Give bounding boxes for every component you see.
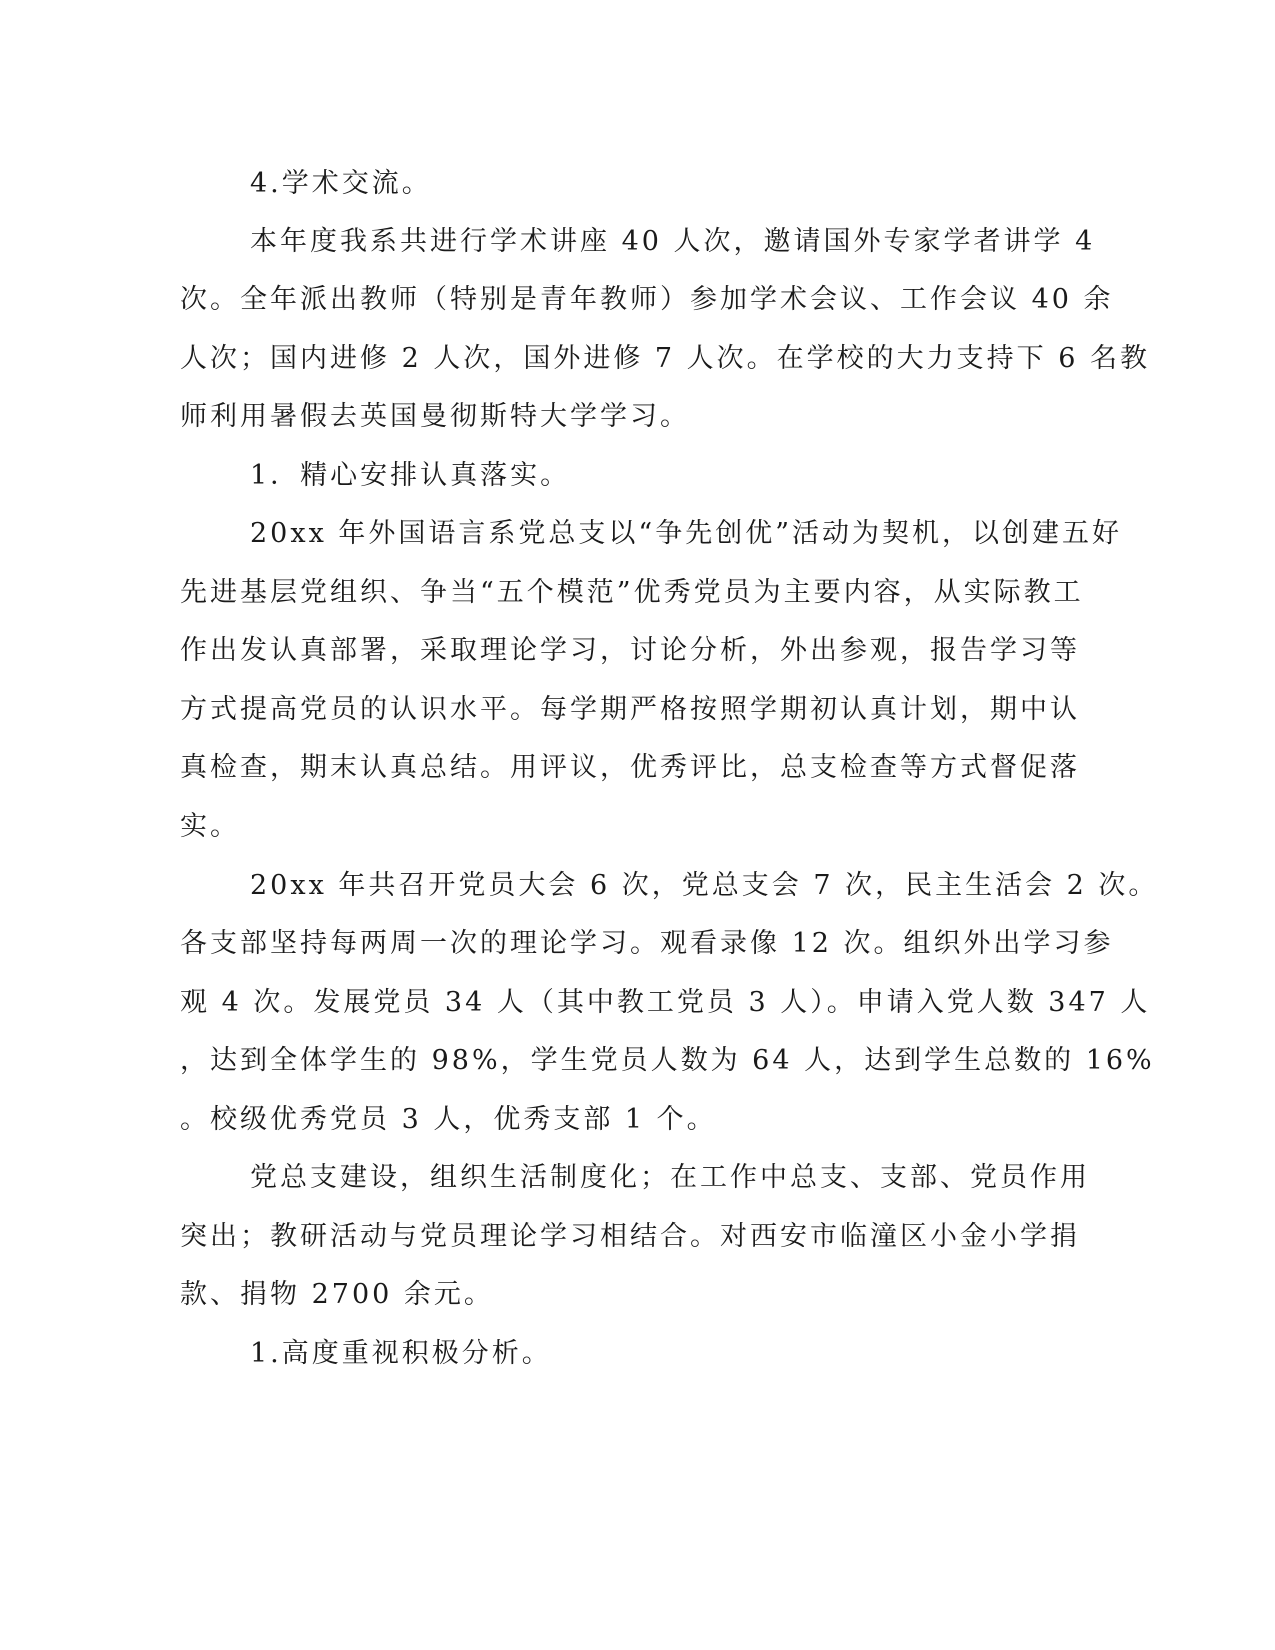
- paragraph-line: 党总支建设，组织生活制度化；在工作中总支、支部、党员作用: [250, 1162, 1090, 1193]
- paragraph-line: 20xx 年外国语言系党总支以“争先创优”活动为契机，以创建五好: [250, 518, 1122, 549]
- paragraph-line: 师利用暑假去英国曼彻斯特大学学习。: [180, 401, 690, 432]
- paragraph-line: 次。全年派出教师（特别是青年教师）参加学术会议、工作会议 40 余: [180, 284, 1114, 315]
- paragraph-line: 观 4 次。发展党员 34 人（其中教工党员 3 人）。申请入党人数 347 人: [180, 987, 1151, 1018]
- paragraph-line: 方式提高党员的认识水平。每学期严格按照学期初认真计划，期中认: [180, 694, 1080, 725]
- heading-academic-exchange: 4.学术交流。: [250, 168, 432, 199]
- paragraph-line: 20xx 年共召开党员大会 6 次，党总支会 7 次，民主生活会 2 次。: [250, 870, 1159, 901]
- heading-careful-arrangement: 1．精心安排认真落实。: [250, 460, 571, 491]
- paragraph-line: ，达到全体学生的 98%，学生党员人数为 64 人，达到学生总数的 16%: [180, 1045, 1155, 1076]
- paragraph-line: 。校级优秀党员 3 人，优秀支部 1 个。: [180, 1104, 717, 1135]
- paragraph-line: 款、捐物 2700 余元。: [180, 1279, 494, 1310]
- paragraph-line: 本年度我系共进行学术讲座 40 人次，邀请国外专家学者讲学 4: [250, 226, 1096, 257]
- paragraph-line: 真检查，期末认真总结。用评议，优秀评比，总支检查等方式督促落: [180, 752, 1080, 783]
- paragraph-line: 作出发认真部署，采取理论学习，讨论分析，外出参观，报告学习等: [180, 635, 1080, 666]
- paragraph-line: 各支部坚持每两周一次的理论学习。观看录像 12 次。组织外出学习参: [180, 928, 1114, 959]
- paragraph-line: 先进基层党组织、争当“五个模范”优秀党员为主要内容，从实际教工: [180, 577, 1084, 608]
- paragraph-line: 突出；教研活动与党员理论学习相结合。对西安市临潼区小金小学捐: [180, 1221, 1080, 1252]
- paragraph-line: 实。: [180, 811, 240, 842]
- paragraph-line: 人次；国内进修 2 人次，国外进修 7 人次。在学校的大力支持下 6 名教: [180, 343, 1151, 374]
- heading-high-attention: 1.高度重视积极分析。: [250, 1338, 552, 1369]
